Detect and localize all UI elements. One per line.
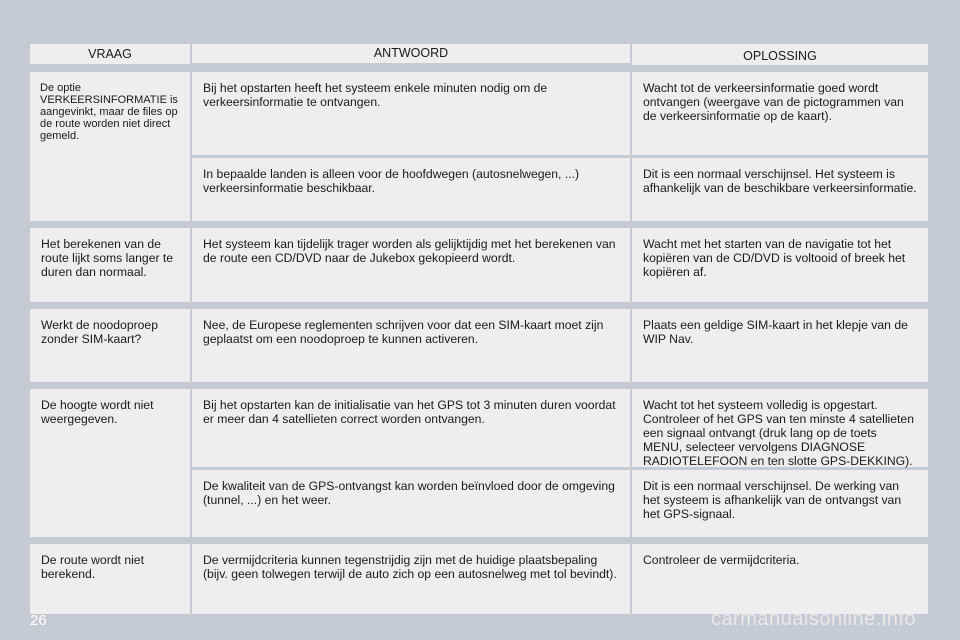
table-header [30,44,928,65]
solution-cell: Dit is een normaal verschijnsel. De werking van het systeem is afhankelijk van de ontvangst van het GPS-signaal. [632,470,928,537]
answer-cell: Het systeem kan tijdelijk trager worden als gelijktijdig met het berekenen van de route een CD/DVD naar de Jukebox gekopieerd wordt. [192,228,630,302]
header-answer: ANTWOORD [192,44,630,63]
troubleshooting-table [30,44,928,614]
question-cell: Werkt de noodoproep zonder SIM-kaart? [30,309,190,382]
table-row [30,228,928,302]
answer-cell: Bij het opstarten kan de initialisatie van het GPS tot 3 minuten duren voordat er meer dan 4 satellieten correct worden ontvangen. [192,389,630,467]
answer-cell: Nee, de Europese reglementen schrijven voor dat een SIM-kaart moet zijn geplaatst om een noodoproep te kunnen activeren. [192,309,630,382]
table-row [30,309,928,382]
question-cell: De optie VERKEERSINFORMATIE is aangevinkt, maar de files op de route worden niet direct gemeld. [30,72,190,221]
question-cell: De route wordt niet berekend. [30,544,190,614]
page-number: 26 [30,612,47,629]
header-question: VRAAG [30,44,190,64]
solution-cell: Wacht tot de verkeersinformatie goed wordt ontvangen (weergave van de pictogrammen van de verkeersinformatie op de kaart). [632,72,928,155]
answer-cell: De vermijdcriteria kunnen tegenstrijdig zijn met de huidige plaatsbepaling (bijv. geen tolwegen terwijl de auto zich op een autosnelweg met tol bevindt). [192,544,630,614]
question-cell: Het berekenen van de route lijkt soms langer te duren dan normaal. [30,228,190,302]
question-cell: De hoogte wordt niet weergegeven. [30,389,190,537]
table-row [30,389,928,537]
solution-cell: Controleer de vermijdcriteria. [632,544,928,614]
watermark: carmanualsonline.info [710,608,916,630]
solution-cell: Dit is een normaal verschijnsel. Het systeem is afhankelijk van de beschikbare verkeersinformatie. [632,158,928,221]
answer-cell: Bij het opstarten heeft het systeem enkele minuten nodig om de verkeersinformatie te ontvangen. [192,72,630,155]
solution-cell: Plaats een geldige SIM-kaart in het klepje van de WIP Nav. [632,309,928,382]
answer-cell: De kwaliteit van de GPS-ontvangst kan worden beïnvloed door de omgeving (tunnel, ...) en het weer. [192,470,630,537]
answer-cell: In bepaalde landen is alleen voor de hoofdwegen (autosnelwegen, ...) verkeersinformatie beschikbaar. [192,158,630,221]
solution-cell: Wacht met het starten van de navigatie tot het kopiëren van de CD/DVD is voltooid of breek het kopiëren af. [632,228,928,302]
table-row [30,544,928,614]
table-row [30,72,928,221]
header-solution: OPLOSSING [632,44,928,65]
solution-cell: Wacht tot het systeem volledig is opgestart. Controleer of het GPS van ten minste 4 satellieten een signaal ontvangt (druk lang op de toets MENU, selecteer vervolgens DIAGNOSE RADIOTELEFOON en ten slotte GPS-DEKKING). [632,389,928,467]
